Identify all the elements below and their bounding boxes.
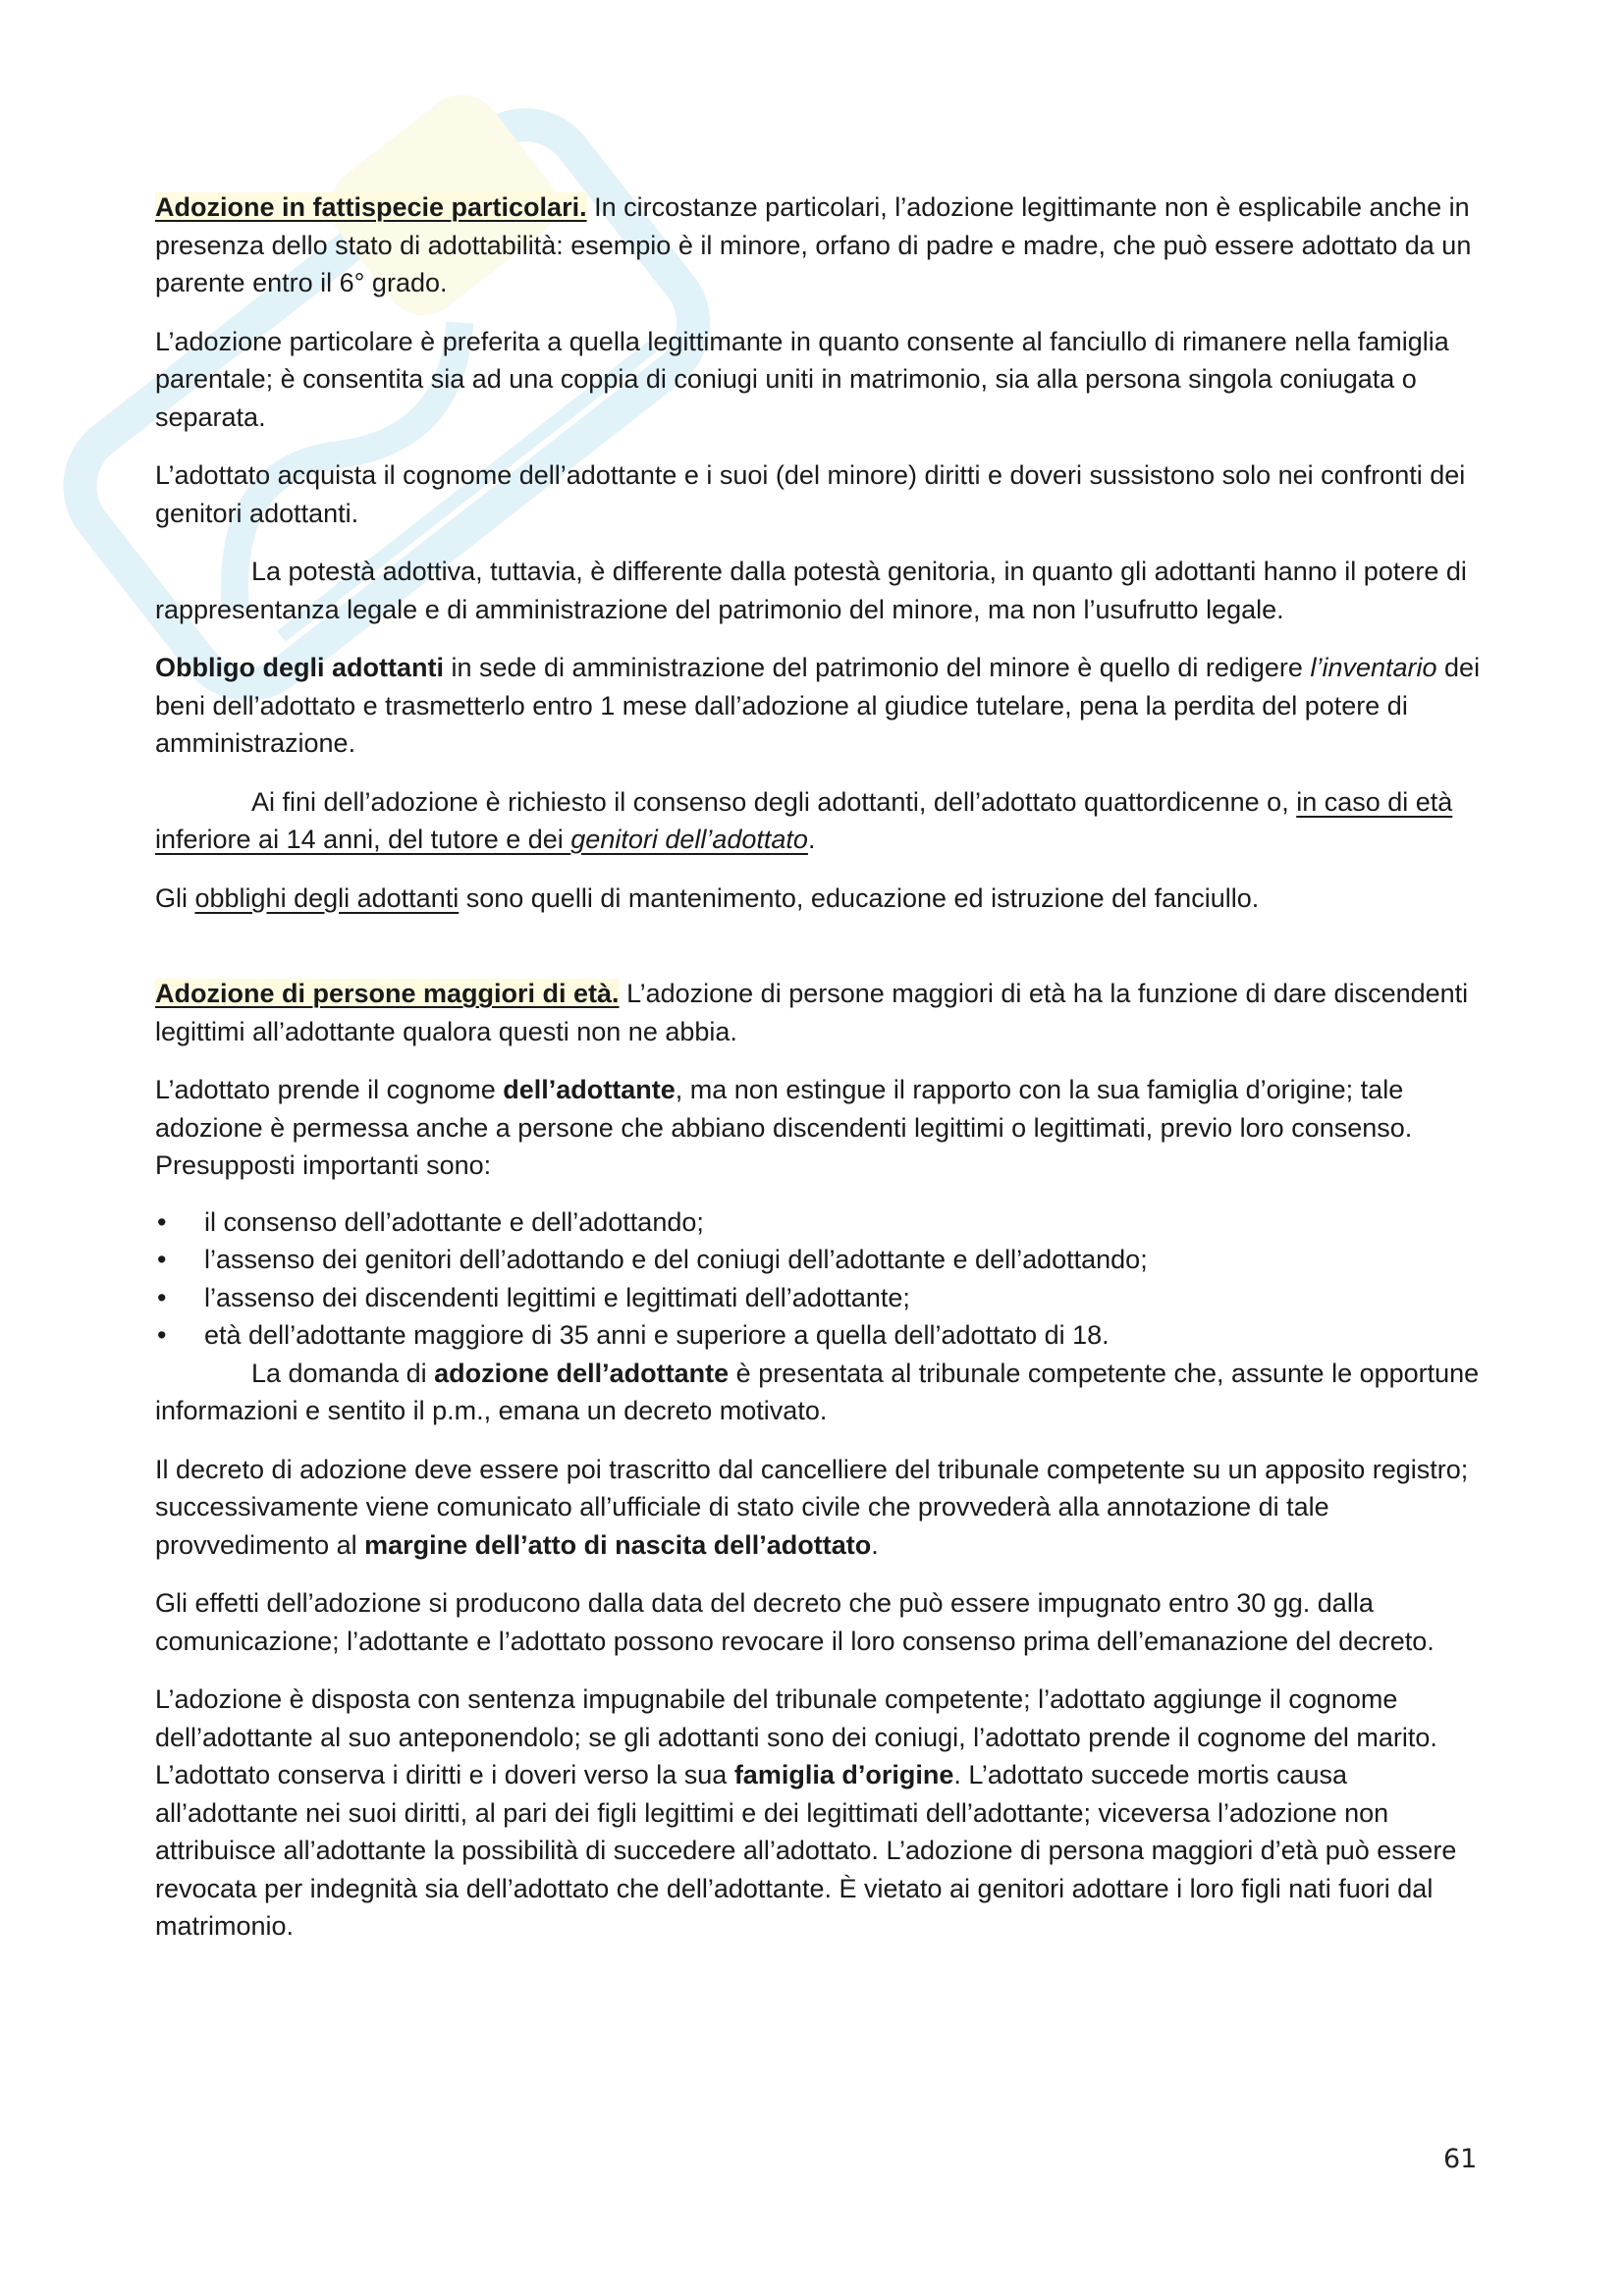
paragraph: L’adozione è disposta con sentenza impugnabile del tribunale competente; l’adottato aggiunge il cognome dell’adottante al suo anteponendolo; se gli adottanti sono dei coniugi, l’adottato prende il cognome del marito. L’adottato conserva i diritti e i doveri verso la sua famiglia d’origine. L’adottato succede mortis causa all’adottante nei suoi diritti, al pari dei figli legittimi e dei legittimati dell’adottante; viceversa l’adozione non attribuisce all’adottante la possibilità di succedere all’adottato. L’adozione di persona maggiori d’età può essere revocata per indegnità sia dell’adottato che dell’adottante. È vietato ai genitori adottare i loro figli nati fuori dal matrimonio. xyxy=(155,1684,1457,1941)
bullet-icon: • xyxy=(157,1206,167,1237)
paragraph: L’adozione particolare è preferita a quella legittimante in quanto consente al fanciullo di rimanere nella famiglia parentale; è consentita sia ad una coppia di coniugi uniti in matrimonio, sia alla persona singola coniugata o separata. xyxy=(155,326,1449,432)
spacer xyxy=(155,937,1483,975)
list-item: • età dell’adottante maggiore di 35 anni e superiore a quella dell’adottato di 18. xyxy=(155,1316,1483,1355)
paragraph: Gli effetti dell’adozione si producono dalla data del decreto che può essere impugnato entro 30 gg. dalla comunicazione; l’adottante e l’adottato possono revocare il loro consenso prima dell’emanazione del decreto. xyxy=(155,1588,1435,1656)
paragraph: L’adottato acquista il cognome dell’adottante e i suoi (del minore) diritti e doveri sussistono solo nei confronti dei genitori adottanti. xyxy=(155,460,1466,528)
section-title: Adozione di persone maggiori di età. xyxy=(155,979,620,1008)
bullet-list xyxy=(155,1203,1483,1355)
bullet-icon: • xyxy=(157,1245,167,1274)
paragraph: Adozione in fattispecie particolari. In circostanze particolari, l’adozione legittimante non è esplicabile anche in presenza dello stato di adottabilità: esempio è il minore, orfano di padre e madre, che può essere adottato da un parente entro il 6° grado. xyxy=(155,192,1472,297)
paragraph: La domanda di adozione dell’adottante è presentata al tribunale competente che, assunte le opportune informazioni e sentito il p.m., emana un decreto motivato. xyxy=(155,1358,1480,1425)
paragraph: L’adottato prende il cognome dell’adottante, ma non estingue il rapporto con la sua famiglia d’origine; tale adozione è permessa anche a persone che abbiano discendenti legittimi o legittimati, previo loro consenso. Presupposti importanti sono: xyxy=(155,1075,1413,1180)
list-item: • il consenso dell’adottante e dell’adottando; xyxy=(155,1203,1483,1242)
paragraph: Il decreto di adozione deve essere poi trascritto dal cancelliere del tribunale competente su un apposito registro; successivamente viene comunicato all’ufficiale di stato civile che provvederà alla annotazione di tale provvedimento al margine dell’atto di nascita dell’adottato. xyxy=(155,1454,1469,1560)
page-number: 61 xyxy=(1443,2144,1478,2174)
paragraph: Gli obblighi degli adottanti sono quelli di mantenimento, educazione ed istruzione del fanciullo. xyxy=(155,882,1260,913)
document-body xyxy=(155,188,1483,1966)
paragraph: Obbligo degli adottanti in sede di amministrazione del patrimonio del minore è quello di redigere l’inventario dei beni dell’adottato e trasmetterlo entro 1 mese dall’adozione al giudice tutelare, pena la perdita del potere di amministrazione. xyxy=(155,653,1481,758)
bullet-icon: • xyxy=(157,1282,167,1312)
paragraph: La potestà adottiva, tuttavia, è differente dalla potestà genitoria, in quanto gli adottanti hanno il potere di rappresentanza legale e di amministrazione del patrimonio del minore, ma non l’usufrutto legale. xyxy=(155,557,1467,624)
bullet-icon: • xyxy=(157,1320,167,1350)
section-title: Adozione in fattispecie particolari. xyxy=(155,192,587,222)
paragraph: Adozione di persone maggiori di età. L’adozione di persone maggiori di età ha la funzione di dare discendenti legittimi all’adottante qualora questi non ne abbia. xyxy=(155,979,1469,1046)
list-item: • l’assenso dei genitori dell’adottando e del coniugi dell’adottante e dell’adottando; xyxy=(155,1241,1483,1279)
paragraph: Ai fini dell’adozione è richiesto il consenso degli adottanti, dell’adottato quattordicenne o, in caso di età inferiore ai 14 anni, del tutore e dei genitori dell’adottato. xyxy=(155,786,1453,854)
list-item: • l’assenso dei discendenti legittimi e legittimati dell’adottante; xyxy=(155,1279,1483,1317)
